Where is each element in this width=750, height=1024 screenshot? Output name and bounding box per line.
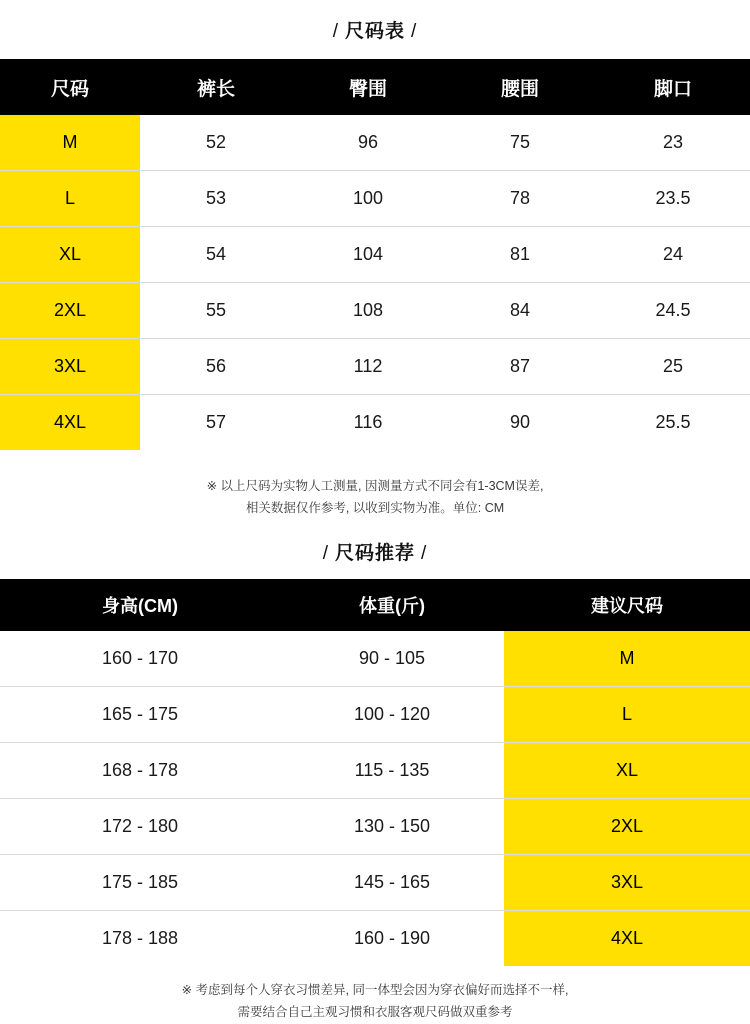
table-row [0,227,750,283]
value-cell: 24.5 [596,283,750,339]
column-header-hip: 臀围 [292,59,444,115]
recommended-size-cell: M [504,631,750,687]
size-chart-table [0,59,750,450]
spacer-under-table-2 [0,966,750,980]
value-cell: 52 [140,115,292,171]
weight-cell: 160 - 190 [280,910,504,966]
value-cell: 87 [444,339,596,395]
recommended-size-cell: XL [504,742,750,798]
title-left-slash: / [332,21,339,42]
size-recommend-table [0,579,750,966]
value-cell: 23.5 [596,171,750,227]
value-cell: 56 [140,339,292,395]
value-cell: 81 [444,227,596,283]
value-cell: 25 [596,339,750,395]
size-cell: M [0,115,140,171]
spacer-under-table-1 [0,450,750,476]
value-cell: 75 [444,115,596,171]
note-line-2: 相关数据仅作参考, 以收到实物为准。单位: CM [245,500,505,515]
value-cell: 84 [444,283,596,339]
value-cell: 100 [292,171,444,227]
value-cell: 25.5 [596,395,750,451]
table-row [0,854,750,910]
table-row [0,395,750,451]
value-cell: 108 [292,283,444,339]
recommended-size-cell: 2XL [504,798,750,854]
value-cell: 78 [444,171,596,227]
table-row [0,171,750,227]
table-header-row [0,59,750,115]
height-cell: 172 - 180 [0,798,280,854]
size-cell: XL [0,227,140,283]
size-cell: 2XL [0,283,140,339]
column-header-pantlength: 裤长 [140,59,292,115]
recommended-size-cell: 4XL [504,910,750,966]
spacer-under-title-1 [0,41,750,59]
weight-cell: 145 - 165 [280,854,504,910]
table-row [0,115,750,171]
note-line-1: ※ 以上尺码为实物人工测量, 因测量方式不同会有1-3CM误差, [206,479,544,493]
value-cell: 104 [292,227,444,283]
column-header-waist: 腰围 [444,59,596,115]
table-row [0,631,750,687]
table-row [0,283,750,339]
spacer-top [0,0,750,22]
size-recommend-thead [0,579,750,631]
column-header-height: 身高(CM) [0,579,280,631]
column-header-legopening: 脚口 [596,59,750,115]
column-header-weight: 体重(斤) [280,579,504,631]
table-row [0,742,750,798]
value-cell: 90 [444,395,596,451]
title-right-slash: / [411,21,418,42]
value-cell: 57 [140,395,292,451]
size-recommend-title-text: 尺码推荐 [334,542,415,564]
note-line-1: ※ 考虑到每个人穿衣习惯差异, 同一体型会因为穿衣偏好而选择不一样, [181,982,569,997]
table-row [0,910,750,966]
height-cell: 175 - 185 [0,854,280,910]
weight-cell: 130 - 150 [280,798,504,854]
size-chart-thead [0,59,750,115]
table-row [0,686,750,742]
weight-cell: 90 - 105 [280,631,504,687]
table-row [0,798,750,854]
size-chart-note [0,476,750,520]
size-chart-title [0,22,750,41]
value-cell: 116 [292,395,444,451]
size-recommend-note [0,980,750,1024]
value-cell: 112 [292,339,444,395]
recommended-size-cell: 3XL [504,854,750,910]
size-cell: 3XL [0,339,140,395]
note-line-2: 需要结合自己主观习惯和衣服客观尺码做双重参考 [237,1004,513,1019]
size-recommend-tbody [0,631,750,966]
height-cell: 160 - 170 [0,631,280,687]
value-cell: 23 [596,115,750,171]
weight-cell: 115 - 135 [280,742,504,798]
height-cell: 165 - 175 [0,686,280,742]
table-row [0,339,750,395]
value-cell: 96 [292,115,444,171]
table-header-row [0,579,750,631]
column-header-size: 尺码 [0,59,140,115]
value-cell: 53 [140,171,292,227]
size-recommend-title [0,544,750,563]
height-cell: 178 - 188 [0,910,280,966]
value-cell: 54 [140,227,292,283]
spacer-under-title-2 [0,563,750,579]
title-left-slash: / [322,542,329,564]
value-cell: 55 [140,283,292,339]
title-right-slash: / [421,542,428,564]
weight-cell: 100 - 120 [280,686,504,742]
height-cell: 168 - 178 [0,742,280,798]
spacer-above-title-2 [0,520,750,544]
recommended-size-cell: L [504,686,750,742]
size-chart-title-text: 尺码表 [344,21,405,42]
value-cell: 24 [596,227,750,283]
column-header-recommended-size: 建议尺码 [504,579,750,631]
size-chart-tbody [0,115,750,450]
size-cell: L [0,171,140,227]
size-cell: 4XL [0,395,140,451]
